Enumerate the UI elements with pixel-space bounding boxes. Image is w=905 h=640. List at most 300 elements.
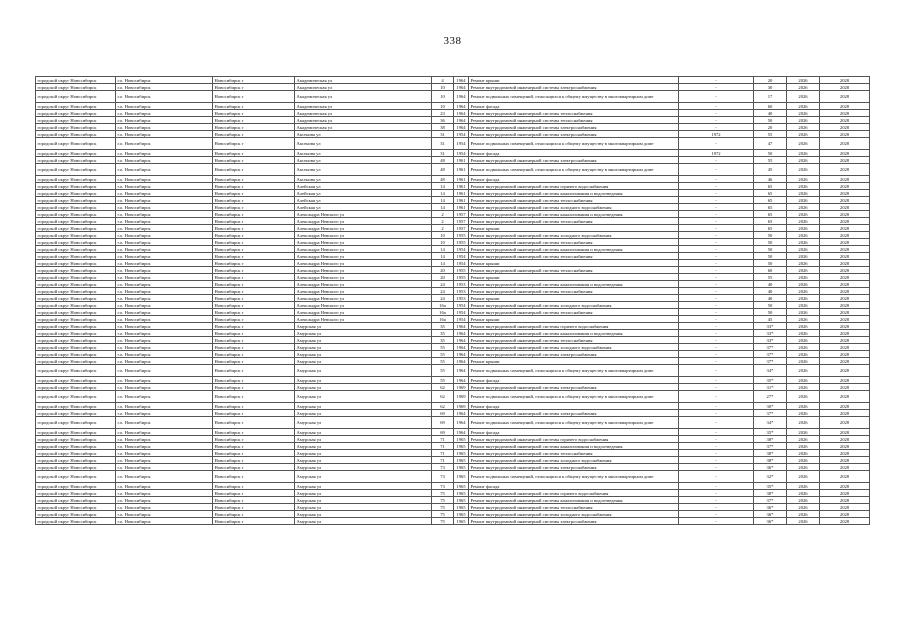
locality-cell: Новосибирск г: [213, 330, 295, 337]
locality-cell: Новосибирск г: [213, 471, 295, 483]
end-year-cell: 2028: [820, 77, 870, 84]
end-year-cell: 2028: [820, 316, 870, 323]
house-number-cell: 55: [432, 365, 454, 377]
house-number-cell: 10: [432, 103, 454, 110]
municipality-cell: городской округ Новосибирск: [36, 323, 116, 330]
start-year-cell: 2026: [787, 157, 820, 164]
house-number-cell: 69: [432, 410, 454, 417]
work-type-cell: Ремонт внутридомовой инженерной системы теплоснабжения: [469, 450, 679, 457]
start-year-cell: 2026: [787, 457, 820, 464]
end-year-cell: 2028: [820, 436, 870, 443]
house-number-cell: 75: [432, 490, 454, 497]
table-row: [36, 384, 870, 391]
build-year-cell: 1965: [454, 471, 469, 483]
locality-cell: Новосибирск г: [213, 483, 295, 490]
renovation-year-cell: -: [679, 117, 754, 124]
renovation-year-cell: -: [679, 377, 754, 384]
start-year-cell: 2026: [787, 295, 820, 302]
locality-cell: Новосибирск г: [213, 253, 295, 260]
build-year-cell: 1953: [454, 288, 469, 295]
renovation-year-cell: -: [679, 323, 754, 330]
municipality-cell: городской округ Новосибирск: [36, 211, 116, 218]
district-cell: г.о. Новосибирск: [116, 211, 213, 218]
end-year-cell: 2028: [820, 190, 870, 197]
wear-percent-cell: 50: [754, 150, 787, 157]
street-cell: Александра Невского ул: [295, 225, 432, 232]
work-type-cell: Ремонт подвальных помещений, относящихся к общему имуществу в многоквартирном доме: [469, 391, 679, 403]
wear-percent-cell: 50: [754, 232, 787, 239]
build-year-cell: 1969: [454, 391, 469, 403]
house-number-cell: 71: [432, 443, 454, 450]
start-year-cell: 2026: [787, 330, 820, 337]
end-year-cell: 2028: [820, 84, 870, 91]
build-year-cell: 1964: [454, 377, 469, 384]
build-year-cell: 1965: [454, 490, 469, 497]
end-year-cell: 2028: [820, 164, 870, 176]
street-cell: Академическая ул: [295, 103, 432, 110]
start-year-cell: 2026: [787, 274, 820, 281]
street-cell: Академическая ул: [295, 124, 432, 131]
start-year-cell: 2026: [787, 110, 820, 117]
street-cell: Александра Невского ул: [295, 260, 432, 267]
locality-cell: Новосибирск г: [213, 316, 295, 323]
street-cell: Александра Невского ул: [295, 281, 432, 288]
end-year-cell: 2028: [820, 267, 870, 274]
municipality-cell: городской округ Новосибирск: [36, 246, 116, 253]
table-row: [36, 330, 870, 337]
build-year-cell: 1964: [454, 330, 469, 337]
municipality-cell: городской округ Новосибирск: [36, 239, 116, 246]
house-number-cell: 4: [432, 77, 454, 84]
work-type-cell: Ремонт внутридомовой инженерной системы электроснабжения: [469, 157, 679, 164]
house-number-cell: 62: [432, 391, 454, 403]
end-year-cell: 2028: [820, 281, 870, 288]
end-year-cell: 2028: [820, 110, 870, 117]
end-year-cell: 2028: [820, 464, 870, 471]
house-number-cell: 10: [432, 84, 454, 91]
district-cell: г.о. Новосибирск: [116, 450, 213, 457]
build-year-cell: 1964: [454, 365, 469, 377]
table-row: [36, 497, 870, 504]
build-year-cell: 1964: [454, 344, 469, 351]
start-year-cell: 2026: [787, 239, 820, 246]
locality-cell: Новосибирск г: [213, 358, 295, 365]
table-row: [36, 157, 870, 164]
locality-cell: Новосибирск г: [213, 246, 295, 253]
work-type-cell: Ремонт фасада: [469, 150, 679, 157]
renovation-year-cell: -: [679, 77, 754, 84]
renovation-year-cell: -: [679, 391, 754, 403]
table-row: [36, 190, 870, 197]
wear-percent-cell: 35*: [754, 377, 787, 384]
start-year-cell: 2026: [787, 429, 820, 436]
renovation-year-cell: -: [679, 190, 754, 197]
district-cell: г.о. Новосибирск: [116, 110, 213, 117]
wear-percent-cell: 38*: [754, 436, 787, 443]
house-number-cell: 62: [432, 403, 454, 410]
start-year-cell: 2026: [787, 204, 820, 211]
municipality-cell: городской округ Новосибирск: [36, 274, 116, 281]
wear-percent-cell: 35*: [754, 429, 787, 436]
start-year-cell: 2026: [787, 246, 820, 253]
build-year-cell: 1961: [454, 190, 469, 197]
end-year-cell: 2028: [820, 337, 870, 344]
table-row: [36, 197, 870, 204]
start-year-cell: 2026: [787, 511, 820, 518]
street-cell: Амурская ул: [295, 351, 432, 358]
street-cell: Амурская ул: [295, 358, 432, 365]
street-cell: Александра Невского ул: [295, 274, 432, 281]
wear-percent-cell: 37*: [754, 410, 787, 417]
locality-cell: Новосибирск г: [213, 457, 295, 464]
build-year-cell: 1954: [454, 138, 469, 150]
start-year-cell: 2026: [787, 124, 820, 131]
renovation-year-cell: -: [679, 225, 754, 232]
work-type-cell: Ремонт внутридомовой инженерной системы канализования и водоотведения: [469, 211, 679, 218]
house-number-cell: 75: [432, 497, 454, 504]
table-row: [36, 337, 870, 344]
locality-cell: Новосибирск г: [213, 337, 295, 344]
locality-cell: Новосибирск г: [213, 450, 295, 457]
locality-cell: Новосибирск г: [213, 377, 295, 384]
table-row: [36, 253, 870, 260]
district-cell: г.о. Новосибирск: [116, 436, 213, 443]
renovation-year-cell: -: [679, 504, 754, 511]
start-year-cell: 2026: [787, 253, 820, 260]
build-year-cell: 1969: [454, 403, 469, 410]
municipality-cell: городской округ Новосибирск: [36, 253, 116, 260]
wear-percent-cell: 40: [754, 288, 787, 295]
start-year-cell: 2026: [787, 281, 820, 288]
build-year-cell: 1964: [454, 117, 469, 124]
locality-cell: Новосибирск г: [213, 344, 295, 351]
start-year-cell: 2026: [787, 483, 820, 490]
wear-percent-cell: 38*: [754, 450, 787, 457]
table-row: [36, 77, 870, 84]
district-cell: г.о. Новосибирск: [116, 246, 213, 253]
start-year-cell: 2026: [787, 377, 820, 384]
work-type-cell: Ремонт внутридомовой инженерной системы канализования и водоотведения: [469, 443, 679, 450]
district-cell: г.о. Новосибирск: [116, 365, 213, 377]
house-number-cell: 48: [432, 157, 454, 164]
build-year-cell: 1955: [454, 267, 469, 274]
municipality-cell: городской округ Новосибирск: [36, 518, 116, 525]
district-cell: г.о. Новосибирск: [116, 138, 213, 150]
build-year-cell: 1964: [454, 110, 469, 117]
build-year-cell: 1954: [454, 309, 469, 316]
start-year-cell: 2026: [787, 351, 820, 358]
street-cell: Академическая ул: [295, 117, 432, 124]
work-type-cell: Ремонт внутридомовой инженерной системы теплоснабжения: [469, 267, 679, 274]
renovation-year-cell: -: [679, 351, 754, 358]
renovation-year-cell: -: [679, 157, 754, 164]
end-year-cell: 2028: [820, 330, 870, 337]
work-type-cell: Ремонт крыши: [469, 225, 679, 232]
table-row: [36, 490, 870, 497]
locality-cell: Новосибирск г: [213, 288, 295, 295]
street-cell: Амурская ул: [295, 377, 432, 384]
table-row: [36, 232, 870, 239]
municipality-cell: городской округ Новосибирск: [36, 176, 116, 183]
house-number-cell: 36: [432, 117, 454, 124]
district-cell: г.о. Новосибирск: [116, 124, 213, 131]
locality-cell: Новосибирск г: [213, 232, 295, 239]
district-cell: г.о. Новосибирск: [116, 330, 213, 337]
work-type-cell: Ремонт внутридомовой инженерной системы канализования и водоотведения: [469, 246, 679, 253]
district-cell: г.о. Новосибирск: [116, 150, 213, 157]
end-year-cell: 2028: [820, 403, 870, 410]
locality-cell: Новосибирск г: [213, 518, 295, 525]
street-cell: Александра Невского ул: [295, 253, 432, 260]
renovation-year-cell: -: [679, 337, 754, 344]
renovation-year-cell: -: [679, 239, 754, 246]
wear-percent-cell: 33*: [754, 323, 787, 330]
start-year-cell: 2026: [787, 267, 820, 274]
start-year-cell: 2026: [787, 176, 820, 183]
street-cell: Амурская ул: [295, 429, 432, 436]
district-cell: г.о. Новосибирск: [116, 443, 213, 450]
build-year-cell: 1964: [454, 84, 469, 91]
wear-percent-cell: 50: [754, 239, 787, 246]
house-number-cell: 23: [432, 110, 454, 117]
district-cell: г.о. Новосибирск: [116, 417, 213, 429]
renovation-year-cell: -: [679, 490, 754, 497]
work-type-cell: Ремонт фасада: [469, 377, 679, 384]
table-row: [36, 410, 870, 417]
locality-cell: Новосибирск г: [213, 497, 295, 504]
house-number-cell: 14: [432, 204, 454, 211]
build-year-cell: 1964: [454, 91, 469, 103]
wear-percent-cell: 38*: [754, 457, 787, 464]
build-year-cell: 1954: [454, 316, 469, 323]
municipality-cell: городской округ Новосибирск: [36, 436, 116, 443]
table-row: [36, 316, 870, 323]
street-cell: Александра Невского ул: [295, 239, 432, 246]
start-year-cell: 2026: [787, 518, 820, 525]
house-number-cell: 75: [432, 511, 454, 518]
district-cell: г.о. Новосибирск: [116, 176, 213, 183]
end-year-cell: 2028: [820, 91, 870, 103]
build-year-cell: 1955: [454, 232, 469, 239]
table-row: [36, 302, 870, 309]
street-cell: Амурская ул: [295, 403, 432, 410]
build-year-cell: 1965: [454, 457, 469, 464]
street-cell: Александра Невского ул: [295, 316, 432, 323]
wear-percent-cell: 34*: [754, 417, 787, 429]
end-year-cell: 2028: [820, 218, 870, 225]
end-year-cell: 2028: [820, 295, 870, 302]
start-year-cell: 2026: [787, 344, 820, 351]
table-row: [36, 504, 870, 511]
wear-percent-cell: 33*: [754, 337, 787, 344]
street-cell: Александра Невского ул: [295, 267, 432, 274]
street-cell: Амурская ул: [295, 365, 432, 377]
table-row: [36, 117, 870, 124]
build-year-cell: 1961: [454, 197, 469, 204]
table-row: [36, 239, 870, 246]
start-year-cell: 2026: [787, 103, 820, 110]
end-year-cell: 2028: [820, 384, 870, 391]
locality-cell: Новосибирск г: [213, 417, 295, 429]
locality-cell: Новосибирск г: [213, 239, 295, 246]
work-type-cell: Ремонт крыши: [469, 316, 679, 323]
house-number-cell: 35: [432, 337, 454, 344]
renovation-year-cell: -: [679, 246, 754, 253]
end-year-cell: 2028: [820, 131, 870, 138]
work-type-cell: Ремонт внутридомовой инженерной системы теплоснабжения: [469, 288, 679, 295]
table-row: [36, 246, 870, 253]
municipality-cell: городской округ Новосибирск: [36, 131, 116, 138]
build-year-cell: 1965: [454, 504, 469, 511]
wear-percent-cell: 36*: [754, 518, 787, 525]
locality-cell: Новосибирск г: [213, 295, 295, 302]
wear-percent-cell: 33*: [754, 330, 787, 337]
work-type-cell: Ремонт фасада: [469, 403, 679, 410]
table-row: [36, 295, 870, 302]
renovation-year-cell: -: [679, 410, 754, 417]
municipality-cell: городской округ Новосибирск: [36, 351, 116, 358]
renovation-year-cell: -: [679, 358, 754, 365]
municipality-cell: городской округ Новосибирск: [36, 417, 116, 429]
repair-register-table: [35, 76, 870, 525]
house-number-cell: 31: [432, 150, 454, 157]
end-year-cell: 2028: [820, 429, 870, 436]
work-type-cell: Ремонт подвальных помещений, относящихся к общему имуществу в многоквартирном доме: [469, 471, 679, 483]
house-number-cell: 62: [432, 384, 454, 391]
table-row: [36, 518, 870, 525]
house-number-cell: 14: [432, 246, 454, 253]
wear-percent-cell: 30*: [754, 403, 787, 410]
district-cell: г.о. Новосибирск: [116, 410, 213, 417]
locality-cell: Новосибирск г: [213, 391, 295, 403]
district-cell: г.о. Новосибирск: [116, 267, 213, 274]
municipality-cell: городской округ Новосибирск: [36, 384, 116, 391]
renovation-year-cell: 1972: [679, 131, 754, 138]
start-year-cell: 2026: [787, 443, 820, 450]
street-cell: Алейская ул: [295, 204, 432, 211]
table-row: [36, 464, 870, 471]
renovation-year-cell: -: [679, 124, 754, 131]
build-year-cell: 1964: [454, 351, 469, 358]
table-row: [36, 281, 870, 288]
renovation-year-cell: -: [679, 84, 754, 91]
start-year-cell: 2026: [787, 464, 820, 471]
wear-percent-cell: 38*: [754, 490, 787, 497]
house-number-cell: 71: [432, 436, 454, 443]
house-number-cell: 75: [432, 518, 454, 525]
table-row: [36, 260, 870, 267]
start-year-cell: 2026: [787, 218, 820, 225]
end-year-cell: 2028: [820, 504, 870, 511]
house-number-cell: 16а: [432, 316, 454, 323]
wear-percent-cell: 37*: [754, 443, 787, 450]
street-cell: Академическая ул: [295, 91, 432, 103]
build-year-cell: 1954: [454, 253, 469, 260]
street-cell: Академическая ул: [295, 77, 432, 84]
district-cell: г.о. Новосибирск: [116, 464, 213, 471]
table-row: [36, 443, 870, 450]
work-type-cell: Ремонт внутридомовой инженерной системы холодного водоснабжения: [469, 302, 679, 309]
locality-cell: Новосибирск г: [213, 117, 295, 124]
locality-cell: Новосибирск г: [213, 443, 295, 450]
municipality-cell: городской округ Новосибирск: [36, 124, 116, 131]
table-row: [36, 351, 870, 358]
district-cell: г.о. Новосибирск: [116, 84, 213, 91]
end-year-cell: 2028: [820, 157, 870, 164]
table-row: [36, 365, 870, 377]
start-year-cell: 2026: [787, 225, 820, 232]
build-year-cell: 1957: [454, 211, 469, 218]
start-year-cell: 2026: [787, 316, 820, 323]
wear-percent-cell: 50: [754, 302, 787, 309]
table-row: [36, 267, 870, 274]
table-row: [36, 204, 870, 211]
renovation-year-cell: -: [679, 309, 754, 316]
renovation-year-cell: -: [679, 164, 754, 176]
start-year-cell: 2026: [787, 504, 820, 511]
work-type-cell: Ремонт внутридомовой инженерной системы теплоснабжения: [469, 218, 679, 225]
locality-cell: Новосибирск г: [213, 410, 295, 417]
build-year-cell: 1964: [454, 323, 469, 330]
work-type-cell: Ремонт внутридомовой инженерной системы холодного водоснабжения: [469, 511, 679, 518]
renovation-year-cell: -: [679, 436, 754, 443]
house-number-cell: 69: [432, 417, 454, 429]
wear-percent-cell: 65: [754, 211, 787, 218]
work-type-cell: Ремонт фасада: [469, 176, 679, 183]
build-year-cell: 1961: [454, 157, 469, 164]
district-cell: г.о. Новосибирск: [116, 225, 213, 232]
district-cell: г.о. Новосибирск: [116, 117, 213, 124]
street-cell: Амурская ул: [295, 417, 432, 429]
street-cell: Академическая ул: [295, 84, 432, 91]
locality-cell: Новосибирск г: [213, 260, 295, 267]
municipality-cell: городской округ Новосибирск: [36, 204, 116, 211]
locality-cell: Новосибирск г: [213, 218, 295, 225]
table-row: [36, 417, 870, 429]
district-cell: г.о. Новосибирск: [116, 351, 213, 358]
district-cell: г.о. Новосибирск: [116, 288, 213, 295]
house-number-cell: 16а: [432, 302, 454, 309]
build-year-cell: 1953: [454, 281, 469, 288]
build-year-cell: 1964: [454, 358, 469, 365]
work-type-cell: Ремонт внутридомовой инженерной системы теплоснабжения: [469, 504, 679, 511]
district-cell: г.о. Новосибирск: [116, 77, 213, 84]
street-cell: Амурская ул: [295, 504, 432, 511]
municipality-cell: городской округ Новосибирск: [36, 330, 116, 337]
start-year-cell: 2026: [787, 91, 820, 103]
build-year-cell: 1965: [454, 450, 469, 457]
work-type-cell: Ремонт подвальных помещений, относящихся к общему имуществу в многоквартирном доме: [469, 164, 679, 176]
house-number-cell: 20: [432, 274, 454, 281]
build-year-cell: 1965: [454, 518, 469, 525]
start-year-cell: 2026: [787, 323, 820, 330]
municipality-cell: городской округ Новосибирск: [36, 110, 116, 117]
start-year-cell: 2026: [787, 232, 820, 239]
district-cell: г.о. Новосибирск: [116, 302, 213, 309]
street-cell: Амурская ул: [295, 330, 432, 337]
end-year-cell: 2028: [820, 260, 870, 267]
street-cell: Амурская ул: [295, 483, 432, 490]
work-type-cell: Ремонт внутридомовой инженерной системы электроснабжения: [469, 351, 679, 358]
wear-percent-cell: 40: [754, 110, 787, 117]
district-cell: г.о. Новосибирск: [116, 164, 213, 176]
municipality-cell: городской округ Новосибирск: [36, 117, 116, 124]
build-year-cell: 1964: [454, 410, 469, 417]
work-type-cell: Ремонт внутридомовой инженерной системы теплоснабжения: [469, 197, 679, 204]
house-number-cell: 24: [432, 295, 454, 302]
house-number-cell: 16а: [432, 309, 454, 316]
end-year-cell: 2028: [820, 117, 870, 124]
